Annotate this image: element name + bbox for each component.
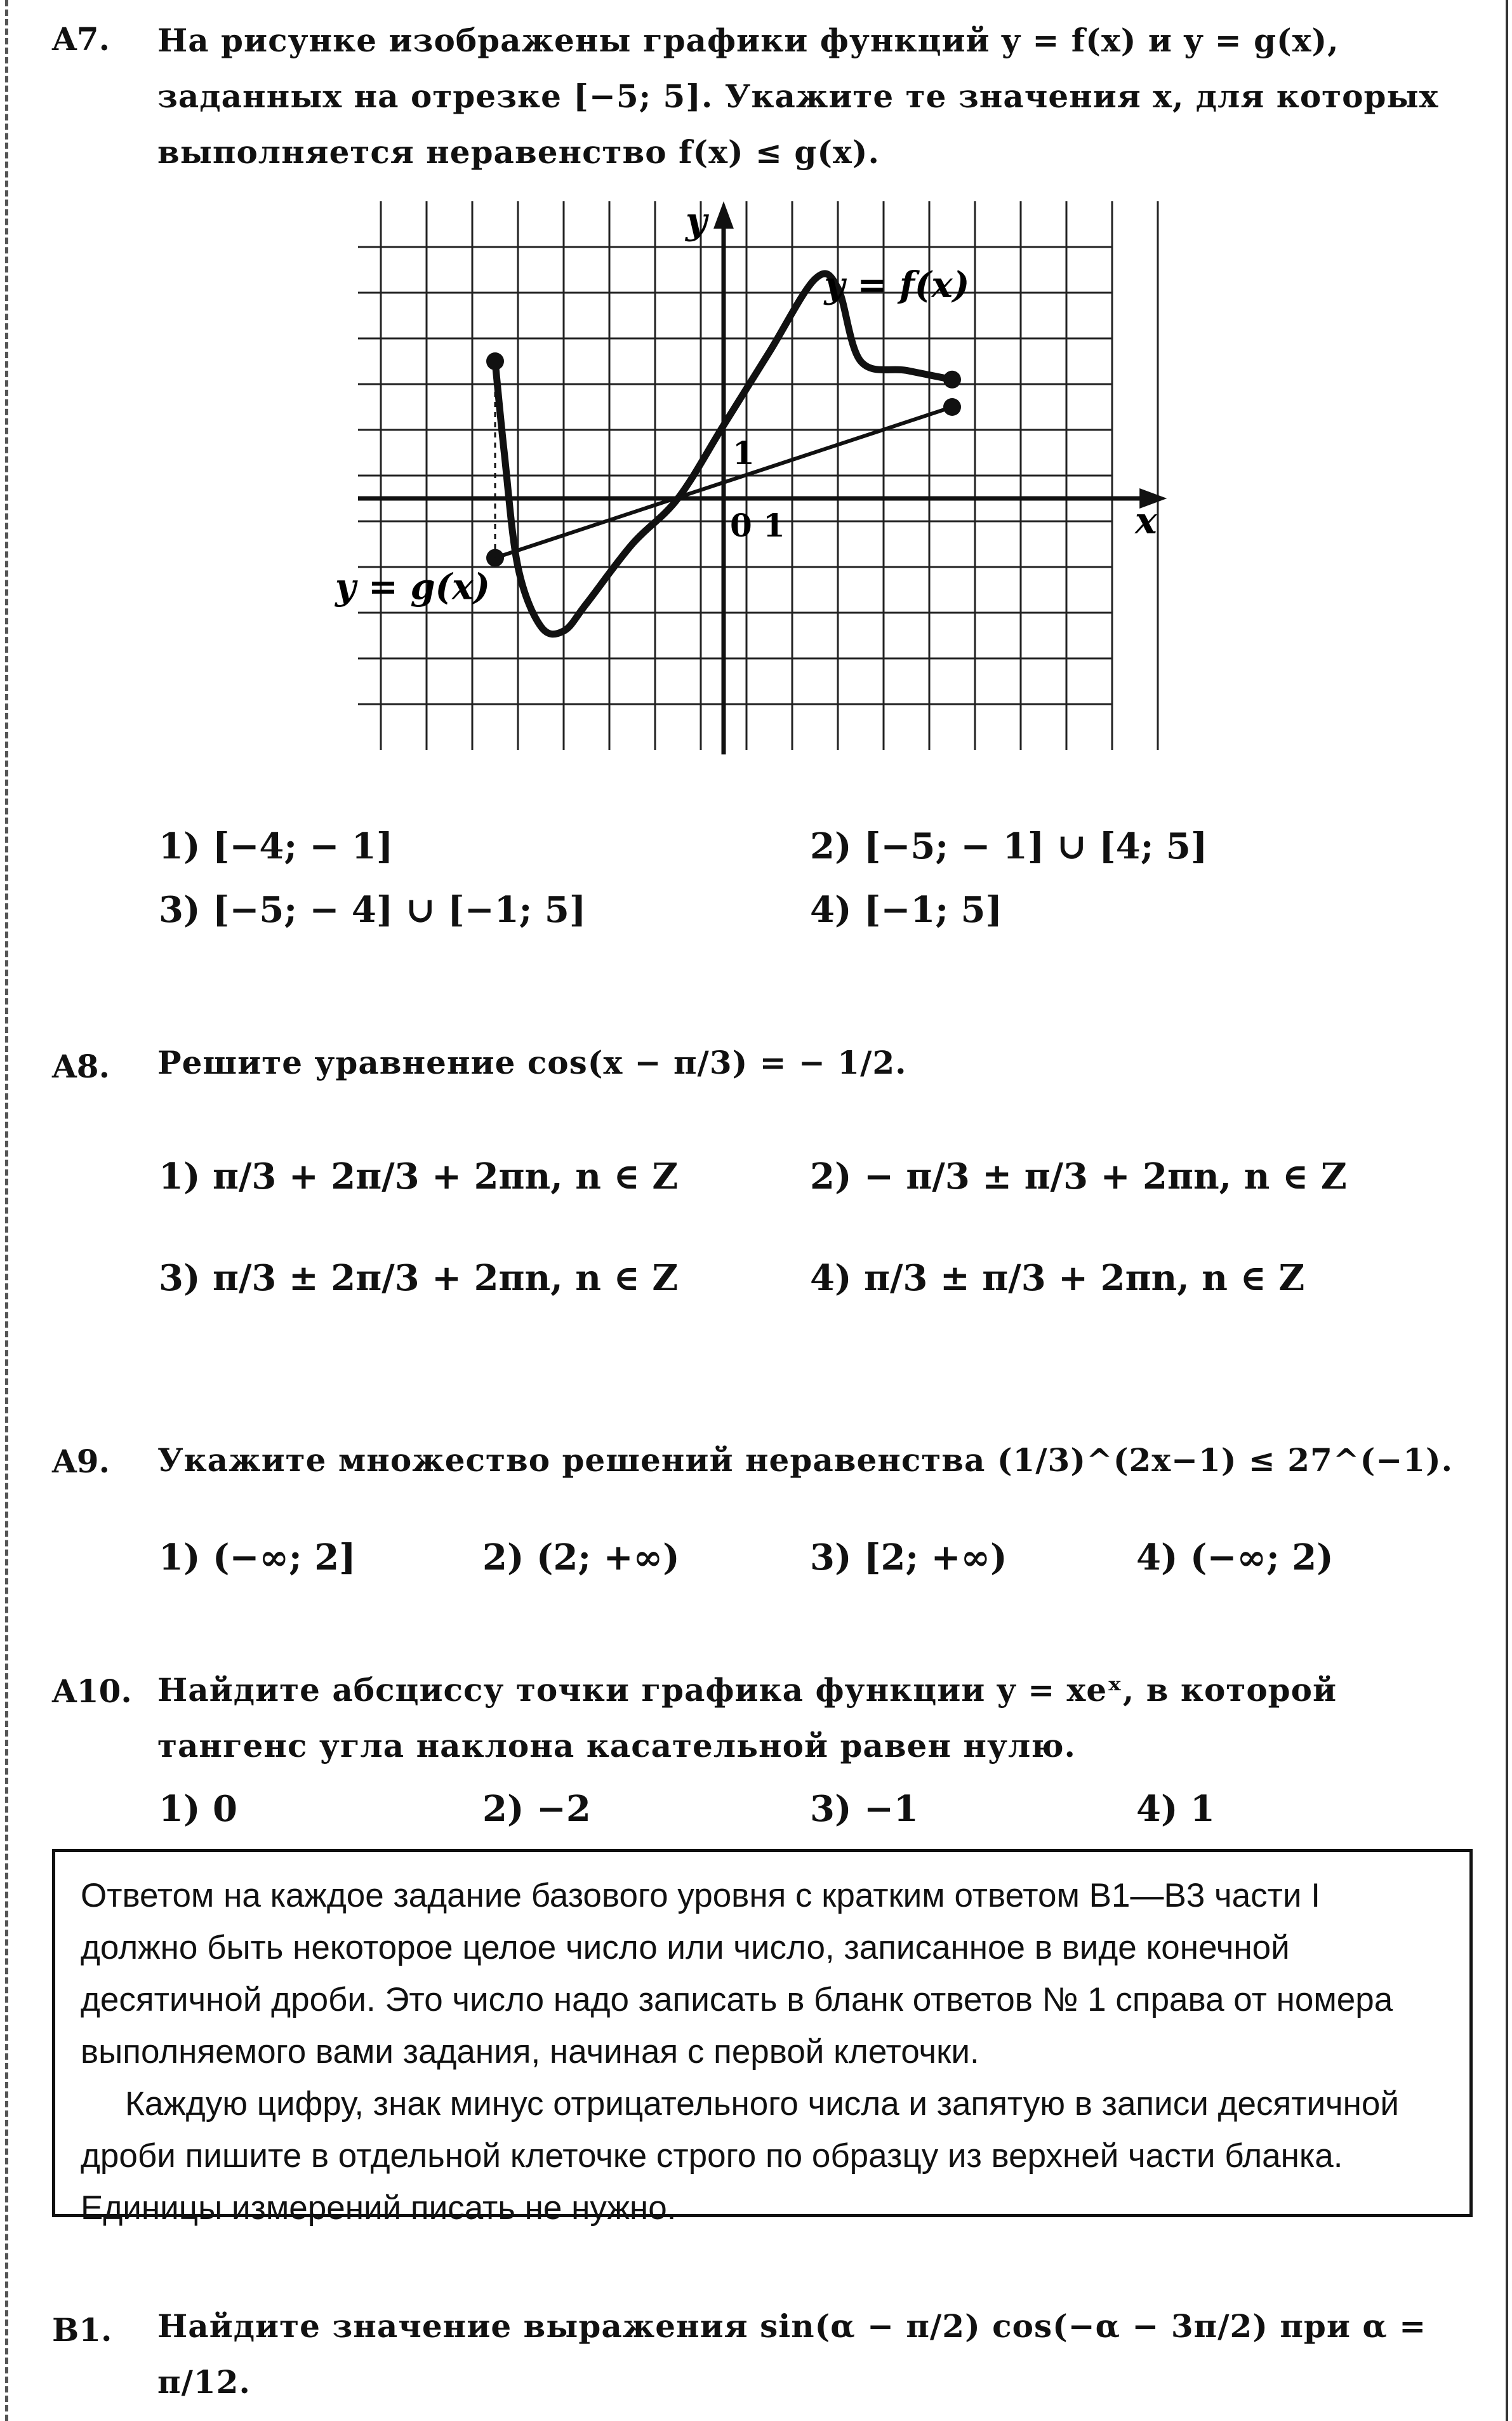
a7-question: На рисунке изображены графики функций y = f(x) и y = g(x), заданных на отрезке [−5; 5]. Укажите те значения x, для которых выполняется неравенство f(x) ≤ g(x). [157,22,1439,171]
a9-option-2[interactable]: 2) (2; +∞) [482,1537,680,1578]
a9-question: Укажите множество решений неравенства (1/3)^(2x−1) ≤ 27^(−1). [157,1441,1454,1479]
a10-option-3[interactable]: 3) −1 [810,1788,918,1830]
a9-number: A9. [52,1443,110,1480]
a9-option-1[interactable]: 1) (−∞; 2] [159,1537,356,1578]
instructions-paragraph-1: Ответом на каждое задание базового уровня с кратким ответом B1—B3 части I должно быть некоторое целое число или число, записанное в виде конечной десятичной дроби. Это число надо записать в бланк ответов № 1 справа от номера выполняемого вами задания, начиная с первой клеточки. [81,1877,1393,2071]
g-label: y = g(x) [335,566,490,608]
a7-number: A7. [52,20,110,58]
y-axis-arrow [713,201,734,229]
a8-question: Решите уравнение cos(x − π/3) = − 1/2. [157,1044,907,1081]
a7-option-3[interactable]: 3) [−5; − 4] ∪ [−1; 5] [159,889,587,931]
a10-option-2[interactable]: 2) −2 [482,1788,591,1830]
a8-option-2[interactable]: 2) − π/3 ± π/3 + 2πn, n ∈ Z [810,1156,1347,1197]
page-edge-line [1506,0,1508,2421]
a7-option-4[interactable]: 4) [−1; 5] [810,889,1002,931]
cut-line [5,0,8,2421]
a10-option-4[interactable]: 4) 1 [1136,1788,1215,1830]
a7-option-1[interactable]: 1) [−4; − 1] [159,825,394,867]
x-tick-label-1: 1 [763,507,785,544]
graph-axes [358,201,1167,754]
a7-option-2[interactable]: 2) [−5; − 1] ∪ [4; 5] [810,825,1208,867]
instructions-paragraph-2: Каждую цифру, знак минус отрицательного числа и запятую в записи десятичной дроби пишите в отдельной клеточке строго по образцу из верхней части бланка. Единицы измерений писать не нужно. [81,2085,1400,2227]
a9-option-4[interactable]: 4) (−∞; 2) [1136,1537,1334,1578]
a10-question: Найдите абсциссу точки графика функции y = xeˣ, в которой тангенс угла наклона касательной равен нулю. [157,1671,1337,1764]
a9-option-3[interactable]: 3) [2; +∞) [810,1537,1007,1578]
a10-number: A10. [52,1672,132,1710]
a8-option-3[interactable]: 3) π/3 ± 2π/3 + 2πn, n ∈ Z [159,1257,679,1299]
a8-option-1[interactable]: 1) π/3 + 2π/3 + 2πn, n ∈ Z [159,1156,679,1197]
origin-label: 0 [730,507,752,544]
b1-question: Найдите значение выражения sin(α − π/2) cos(−α − 3π/2) при α = π/12. [157,2307,1427,2401]
a10-option-1[interactable]: 1) 0 [159,1788,237,1830]
a8-number: A8. [52,1048,110,1085]
g-end-point [943,398,961,416]
y-axis-label: y [686,199,707,243]
f-label: y = f(x) [824,264,970,307]
a7-graph [335,199,1181,781]
y-tick-label-1: 1 [733,434,755,472]
graph-grid [358,201,1158,750]
x-axis-label: x [1135,499,1157,542]
a8-option-4[interactable]: 4) π/3 ± π/3 + 2πn, n ∈ Z [810,1257,1305,1299]
f-end-point [943,371,961,389]
b1-number: B1. [52,2311,112,2349]
instructions-box [52,1849,1473,2227]
